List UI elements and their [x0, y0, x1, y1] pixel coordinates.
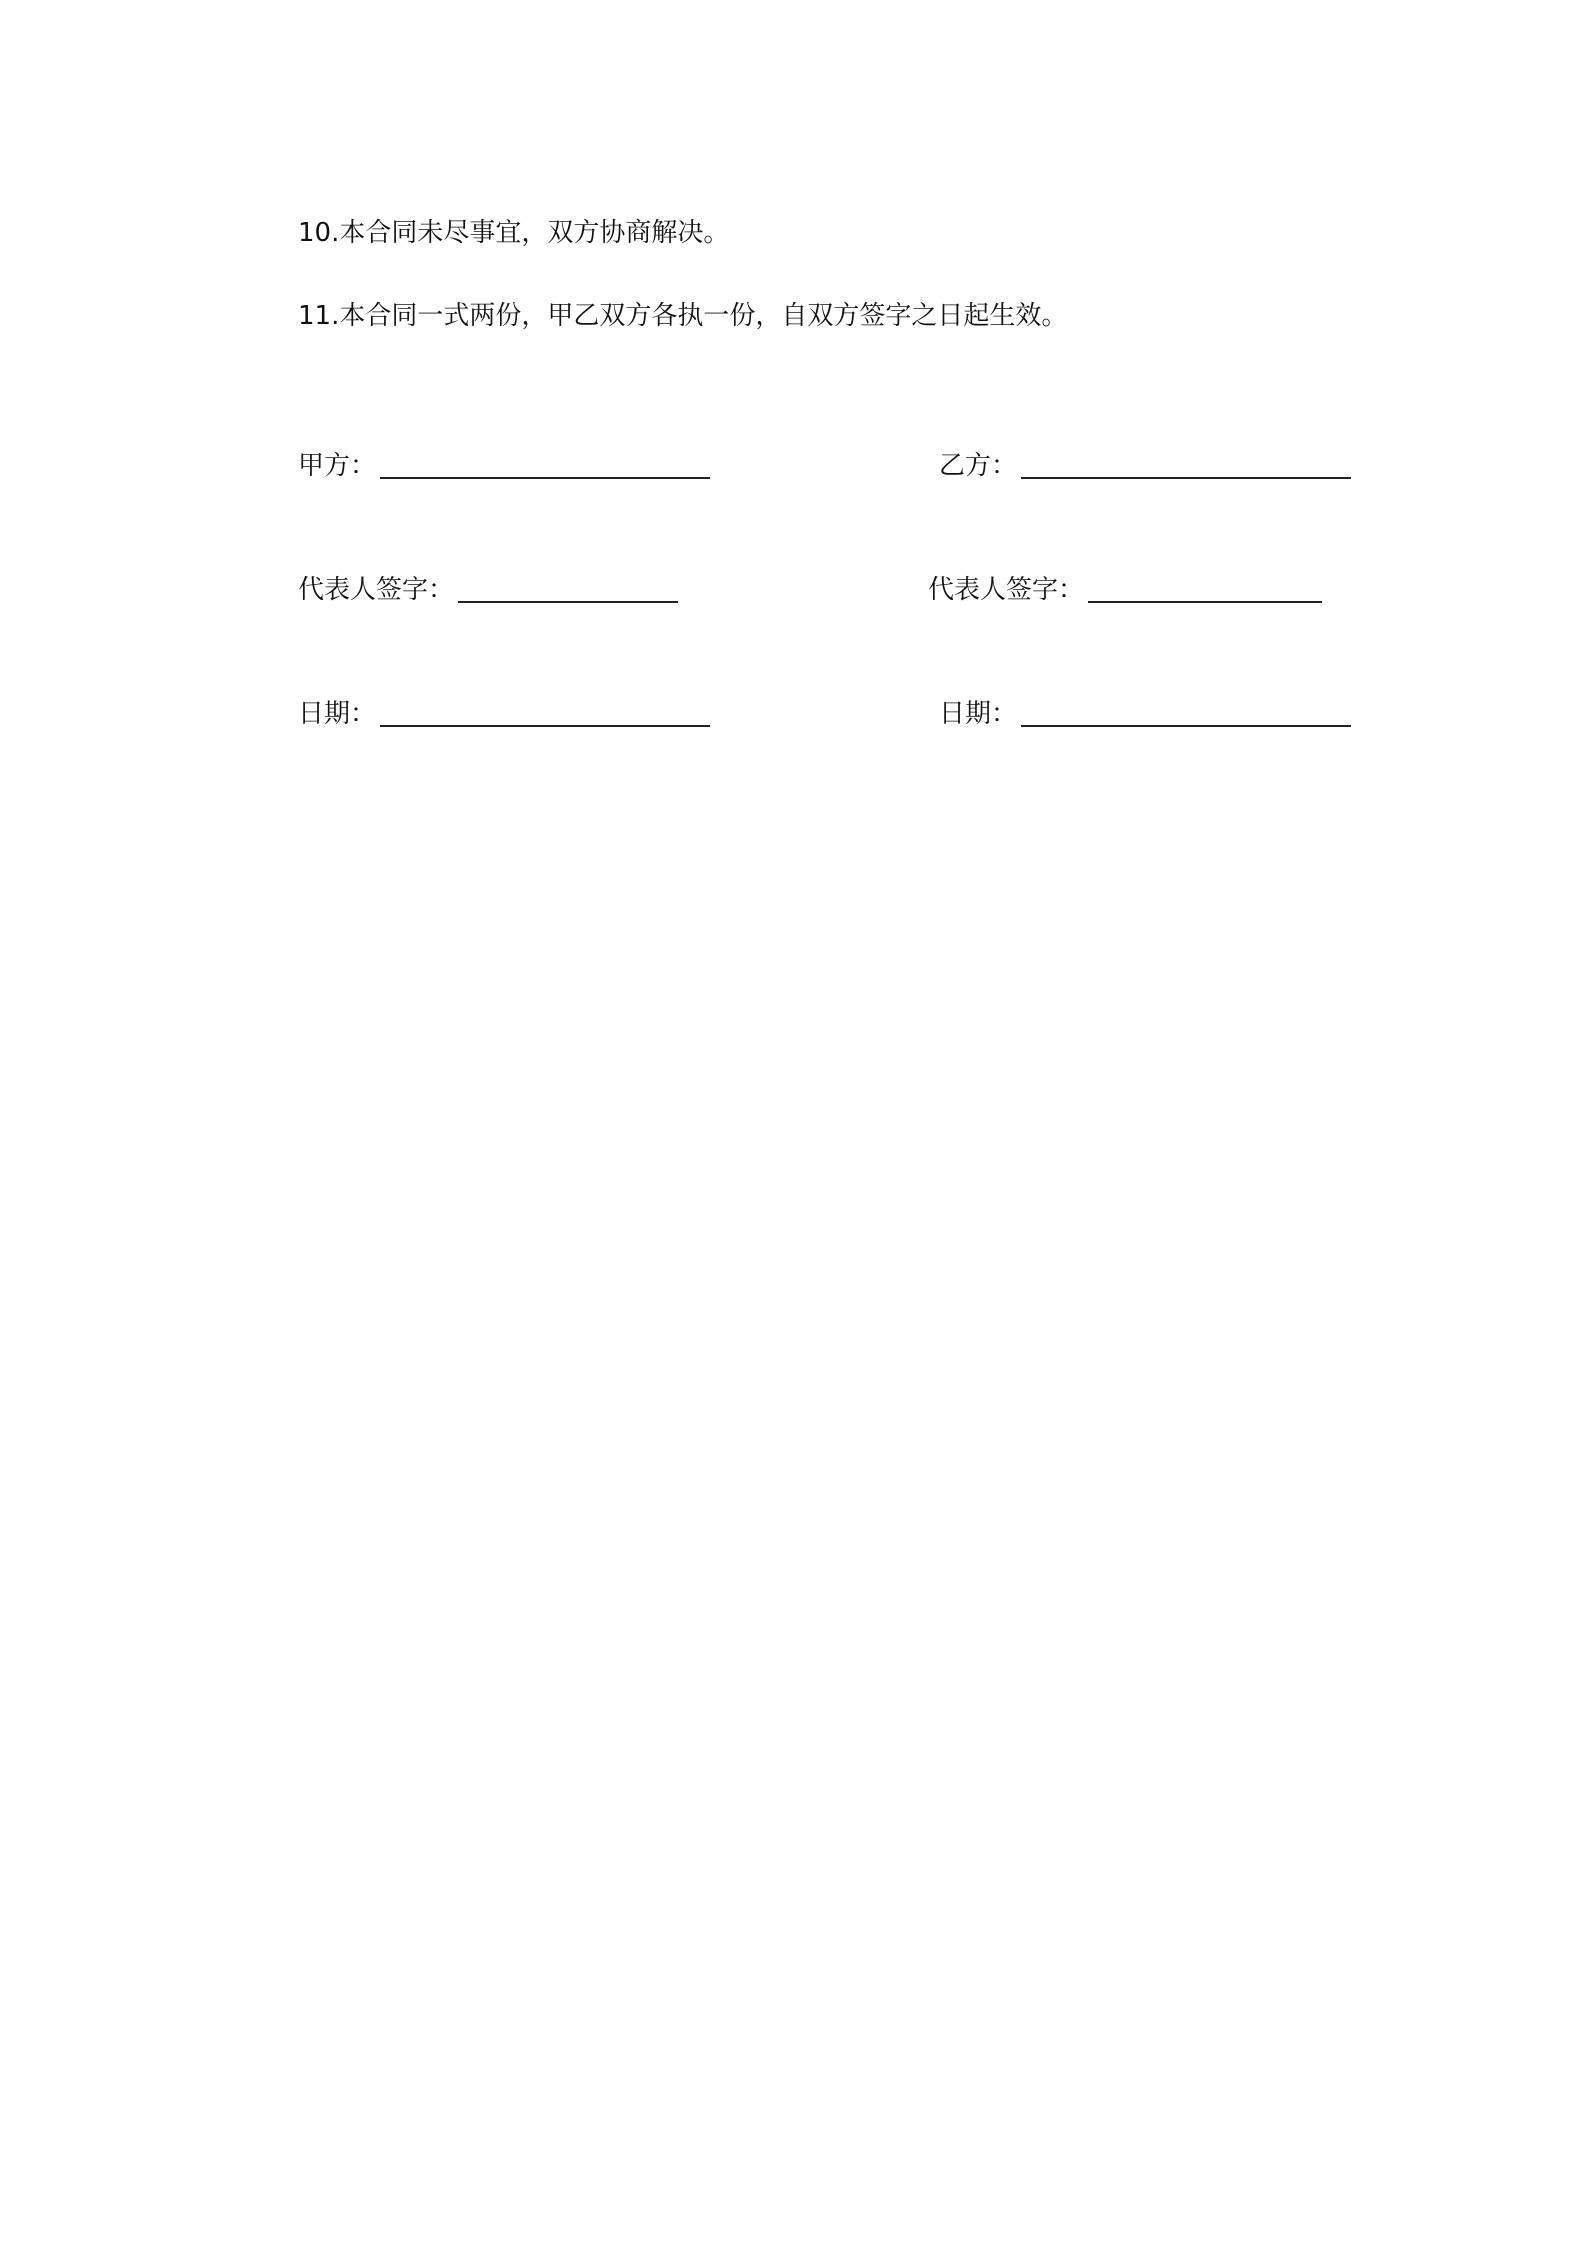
- date-b-blank-line: [1021, 701, 1351, 727]
- rep-a-blank-line: [458, 577, 678, 603]
- clause-10-text: 10.本合同未尽事宜，双方协商解决。: [298, 218, 730, 248]
- party-a-field: [298, 449, 710, 483]
- rep-b-blank-line: [1088, 577, 1322, 603]
- clause-11-text: 11.本合同一式两份，甲乙双方各执一份，自双方签字之日起生效。: [298, 301, 1068, 331]
- party-a-label: 甲方：: [298, 451, 377, 481]
- date-b-label: 日期：: [939, 699, 1018, 729]
- party-b-blank-line: [1021, 453, 1351, 479]
- party-a-blank-line: [380, 453, 710, 479]
- date-b-field: [939, 697, 1351, 731]
- rep-b-signature-field: [928, 573, 1322, 607]
- rep-a-signature-field: [298, 573, 678, 607]
- rep-a-label: 代表人签字：: [298, 575, 455, 605]
- date-a-blank-line: [380, 701, 710, 727]
- rep-b-label: 代表人签字：: [928, 575, 1085, 605]
- party-b-field: [939, 449, 1351, 483]
- date-a-field: [298, 697, 710, 731]
- party-b-label: 乙方：: [939, 451, 1018, 481]
- date-a-label: 日期：: [298, 699, 377, 729]
